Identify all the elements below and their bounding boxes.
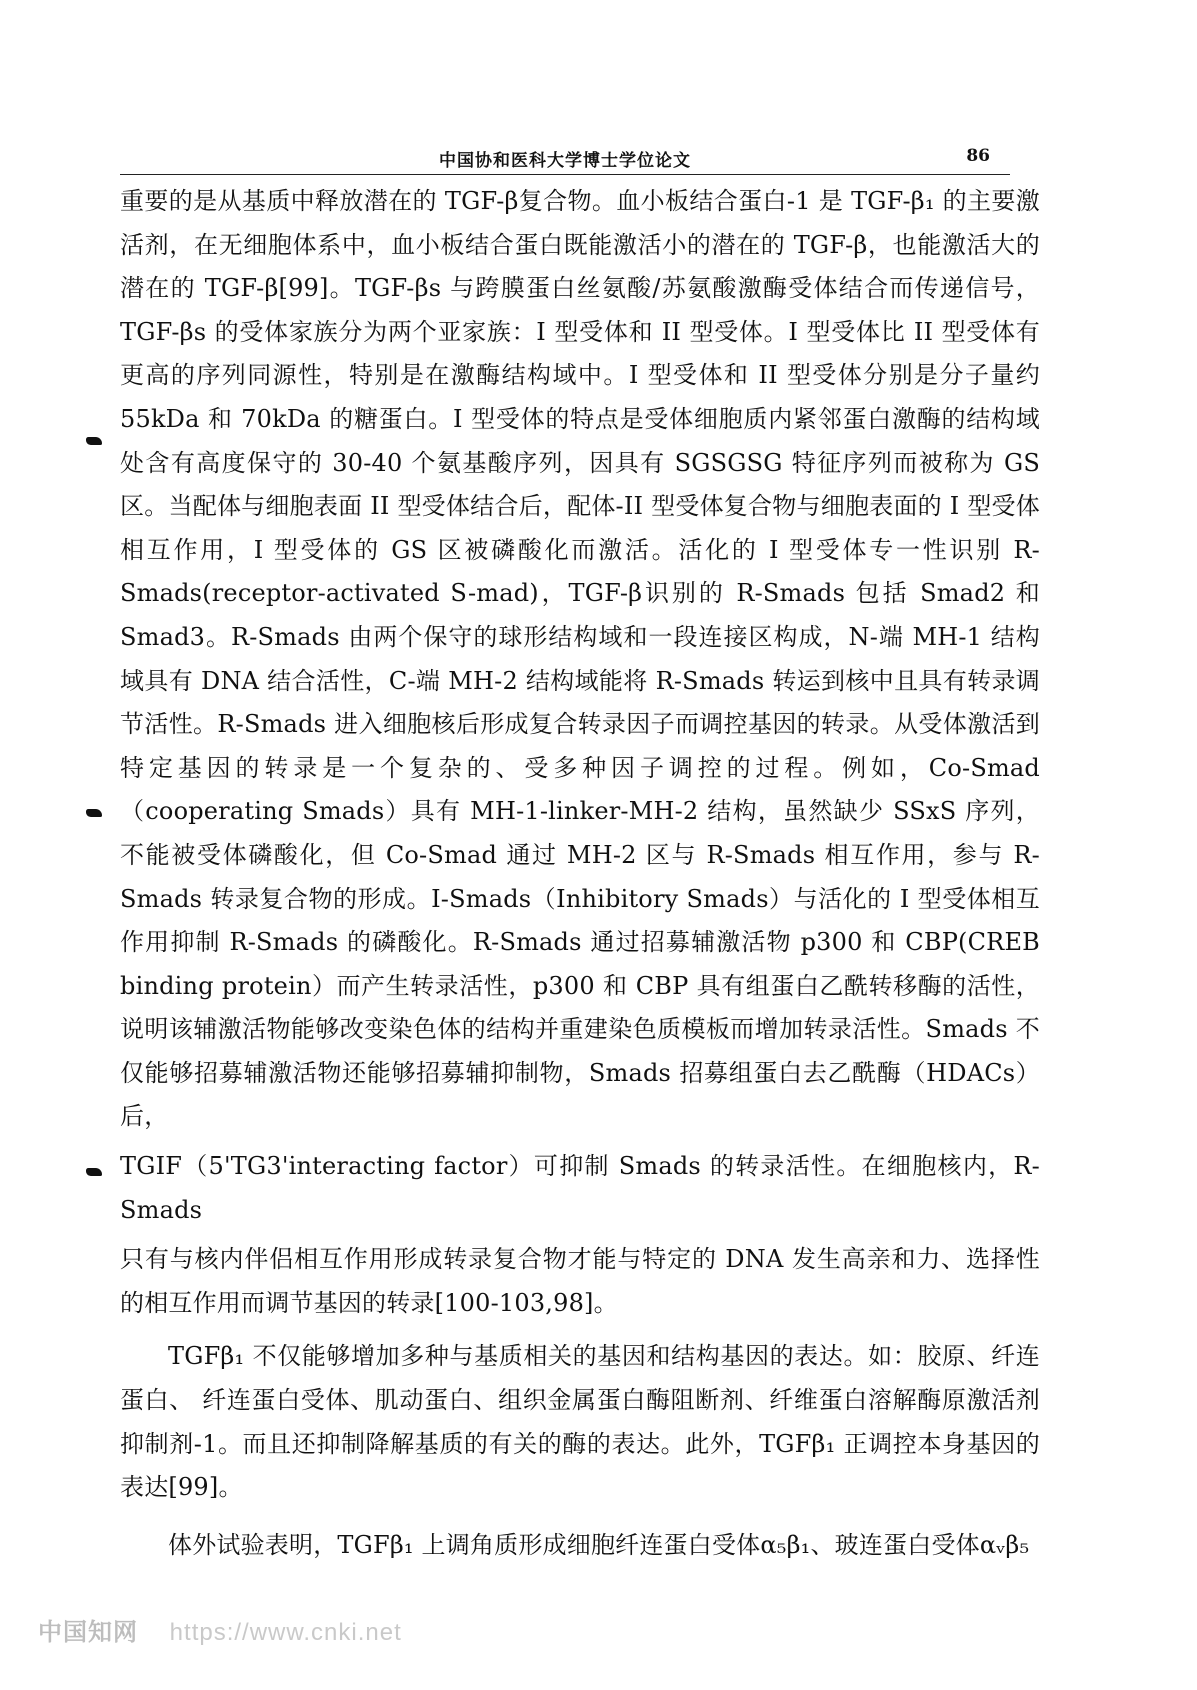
body-text — [120, 180, 1040, 1567]
paragraph: TGFβ₁ 不仅能够增加多种与基质相关的基因和结构基因的表达。如：胶原、纤连蛋白、 纤连蛋白受体、肌动蛋白、组织金属蛋白酶阻断剂、纤维蛋白溶解酶原激活剂抑制剂-1。而且还抑制降解基质的有关的酶的表达。此外，TGFβ₁ 正调控本身基因的表达[99]。 — [120, 1342, 1040, 1502]
watermark-brand: 中国知网 — [38, 1619, 138, 1646]
paragraph: 只有与核内伴侣相互作用形成转录复合物才能与特定的 DNA 发生高亲和力、选择性的相互作用而调节基因的转录[100-103,98]。 — [120, 1245, 1040, 1317]
scan-mark — [86, 809, 102, 817]
page-number: 86 — [966, 146, 990, 166]
page-header — [120, 140, 1010, 175]
thesis-title: 中国协和医科大学博士学位论文 — [439, 151, 691, 171]
scan-mark — [86, 1168, 102, 1176]
paragraph: 重要的是从基质中释放潜在的 TGF-β复合物。血小板结合蛋白-1 是 TGF-β₁ 的主要激活剂，在无细胞体系中，血小板结合蛋白既能激活小的潜在的 TGF-β，也能激活大的潜在的 TGF-β[99]。TGF-βs 与跨膜蛋白丝氨酸/苏氨酸激酶受体结合而传递信号，TGF-βs 的受体家族分为两个亚家族：I 型受体和 II 型受体。I 型受体比 II 型受体有更高的序列同源性，特别是在激酶结构域中。I 型受体和 II 型受体分别是分子量约 55kDa 和 70kDa 的糖蛋白。I 型受体的特点是受体细胞质内紧邻蛋白激酶的结构域处含有高度保守的 30-40 个氨基酸序列，因具有 SGSGSG 特征序列而被称为 GS 区。当配体与细胞表面 II 型受体结合后，配体-II 型受体复合物与细胞表面的 I 型受体相互作用，I 型受体的 GS 区被磷酸化而激活。活化的 I 型受体专一性识别 R-Smads(receptor-activated S-mad)，TGF-β识别的 R-Smads 包括 Smad2 和 Smad3。R-Smads 由两个保守的球形结构域和一段连接区构成，N-端 MH-1 结构域具有 DNA 结合活性，C-端 MH-2 结构域能将 R-Smads 转运到核中且具有转录调节活性。R-Smads 进入细胞核后形成复合转录因子而调控基因的转录。从受体激活到特定基因的转录是一个复杂的、受多种因子调控的过程。例如，Co-Smad（cooperating Smads）具有 MH-1-linker-MH-2 结构，虽然缺少 SSxS 序列，不能被受体磷酸化，但 Co-Smad 通过 MH-2 区与 R-Smads 相互作用，参与 R-Smads 转录复合物的形成。I-Smads（Inhibitory Smads）与活化的 I 型受体相互作用抑制 R-Smads 的磷酸化。R-Smads 通过招募辅激活物 p300 和 CBP(CREB binding protein）而产生转录活性，p300 和 CBP 具有组蛋白乙酰转移酶的活性，说明该辅激活物能够改变染色体的结构并重建染色质模板而增加转录活性。Smads 不仅能够招募辅激活物还能够招募辅抑制物，Smads 招募组蛋白去乙酰酶（HDACs）后， — [120, 187, 1040, 1131]
paragraph: TGIF（5'TG3'interacting factor）可抑制 Smads 的转录活性。在细胞核内，R-Smads — [120, 1152, 1040, 1224]
watermark-url: https://www.cnki.net — [169, 1619, 402, 1646]
watermark — [38, 1612, 402, 1647]
paragraph: 体外试验表明，TGFβ₁ 上调角质形成细胞纤连蛋白受体α₅β₁、玻连蛋白受体αᵥβ₅ — [168, 1530, 1030, 1559]
scan-mark — [86, 437, 102, 445]
